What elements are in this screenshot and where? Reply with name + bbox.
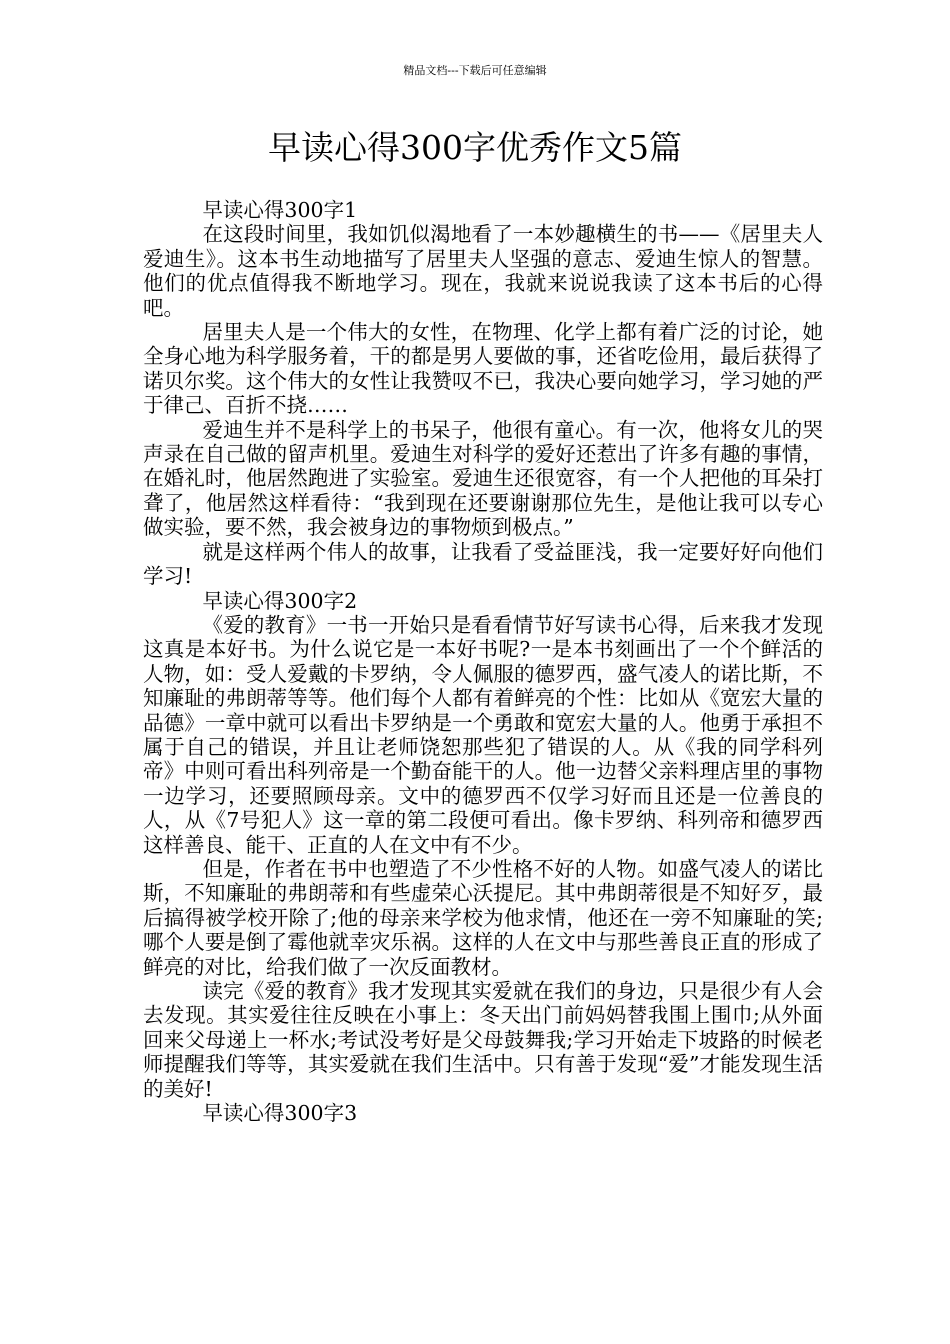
section-heading-2: 早读心得300字2	[202, 588, 358, 613]
document-body	[143, 198, 823, 1125]
paragraph: 在这段时间里，我如饥似渴地看了一本妙趣横生的书——《居里夫人爱迪生》。这本书生动地描写了居里夫人坚强的意志、爱迪生惊人的智慧。他们的优点值得我不断地学习。现在，我就来说说我读了这本书后的心得吧。	[143, 222, 823, 320]
section-heading-3: 早读心得300字3	[202, 1101, 358, 1126]
paragraph: 爱迪生并不是科学上的书呆子，他很有童心。有一次，他将女儿的哭声录在自己做的留声机里。爱迪生对科学的爱好还惹出了许多有趣的事情，在婚礼时，他居然跑进了实验室。爱迪生还很宽容，有一个人把他的耳朵打聋了，他居然这样看待：“我到现在还要谢谢那位先生，是他让我可以专心做实验，要不然，我会被身边的事物烦到极点。”	[143, 417, 823, 540]
header-note: 精品文档---下载后可任意编辑	[403, 64, 547, 77]
paragraph: 就是这样两个伟人的故事，让我看了受益匪浅，我一定要好好向他们学习!	[143, 539, 823, 589]
paragraph: 居里夫人是一个伟大的女性，在物理、化学上都有着广泛的讨论，她全身心地为科学服务着，干的都是男人要做的事，还省吃俭用，最后获得了诺贝尔奖。这个伟大的女性让我赞叹不已，我决心要向她学习，学习她的严于律己、百折不挠……	[143, 320, 823, 418]
paragraph: 读完《爱的教育》我才发现其实爱就在我们的身边，只是很少有人会去发现。其实爱往往反映在小事上：冬天出门前妈妈替我围上围巾;从外面回来父母递上一杯水;考试没考好是父母鼓舞我;学习开始走下坡路的时候老师提醒我们等等，其实爱就在我们生活中。只有善于发现“爱”才能发现生活的美好!	[143, 979, 823, 1101]
section-heading-1: 早读心得300字1	[202, 198, 358, 222]
document-title: 早读心得300字优秀作文5篇	[268, 128, 682, 167]
paragraph: 但是，作者在书中也塑造了不少性格不好的人物。如盛气凌人的诺比斯，不知廉耻的弗朗蒂和有些虚荣心沃提尼。其中弗朗蒂很是不知好歹，最后搞得被学校开除了;他的母亲来学校为他求情，他还在一旁不知廉耻的笑;哪个人要是倒了霉他就幸灾乐祸。这样的人在文中与那些善良正直的形成了鲜亮的对比，给我们做了一次反面教材。	[143, 856, 823, 979]
paragraph: 《爱的教育》一书一开始只是看看情节好写读书心得，后来我才发现这真是本好书。为什么说它是一本好书呢?一是本书刻画出了一个个鲜活的人物，如：受人爱戴的卡罗纳，令人佩服的德罗西，盛气凌人的诺比斯，不知廉耻的弗朗蒂等等。他们每个人都有着鲜亮的个性：比如从《宽宏大量的品德》一章中就可以看出卡罗纳是一个勇敢和宽宏大量的人。他勇于承担不属于自己的错误，并且让老师饶恕那些犯了错误的人。从《我的同学科列帝》中则可看出科列帝是一个勤奋能干的人。他一边替父亲料理店里的事物一边学习，还要照顾母亲。文中的德罗西不仅学习好而且还是一位善良的人，从《7号犯人》这一章的第二段便可看出。像卡罗纳、科列帝和德罗西这样善良、能干、正直的人在文中有不少。	[143, 612, 823, 857]
